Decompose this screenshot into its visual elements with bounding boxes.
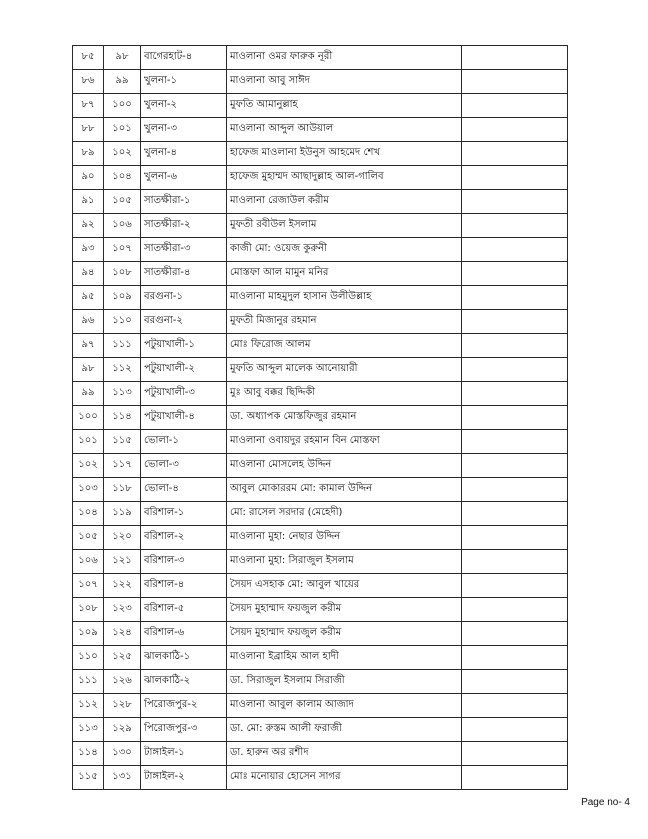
constituency-cell: বরগুনা-২ — [141, 310, 227, 334]
remarks-cell — [462, 766, 568, 790]
table-row — [73, 478, 568, 502]
candidate-name-cell: ডা. সিরাজুল ইসলাম সিরাজী — [227, 670, 462, 694]
serial-cell: ১০৪ — [73, 502, 104, 526]
seat-number-cell: ১২২ — [104, 574, 141, 598]
seat-number-cell: ১০২ — [104, 142, 141, 166]
table-row — [73, 286, 568, 310]
constituency-cell: বরগুনা-১ — [141, 286, 227, 310]
serial-cell: ৯৮ — [73, 358, 104, 382]
serial-cell: ১০৮ — [73, 598, 104, 622]
seat-number-cell: ১৩১ — [104, 766, 141, 790]
serial-cell: ১১৩ — [73, 718, 104, 742]
serial-cell: ৯৫ — [73, 286, 104, 310]
constituency-cell: ভোলা-১ — [141, 430, 227, 454]
candidate-name-cell: মাওলানা ওবায়দুর রহমান বিন মোস্তফা — [227, 430, 462, 454]
constituency-cell: খুলনা-২ — [141, 94, 227, 118]
table-row — [73, 118, 568, 142]
candidate-table-body — [73, 46, 568, 790]
seat-number-cell: ১১৭ — [104, 454, 141, 478]
serial-cell: ৮৫ — [73, 46, 104, 70]
seat-number-cell: ১১৩ — [104, 382, 141, 406]
remarks-cell — [462, 334, 568, 358]
constituency-cell: ভোলা-৩ — [141, 454, 227, 478]
candidate-name-cell: কাজী মো: ওয়েজ কুরুনী — [227, 238, 462, 262]
candidate-name-cell: মাওলানা মুহা: নেছার উদ্দিন — [227, 526, 462, 550]
table-row — [73, 550, 568, 574]
candidate-name-cell: সৈয়দ মুহাম্মাদ ফয়জুল করীম — [227, 622, 462, 646]
constituency-cell: খুলনা-৩ — [141, 118, 227, 142]
table-row — [73, 622, 568, 646]
seat-number-cell: ১২৬ — [104, 670, 141, 694]
serial-cell: ১০৫ — [73, 526, 104, 550]
seat-number-cell: ১১০ — [104, 310, 141, 334]
constituency-cell: পটুয়াখালী-৩ — [141, 382, 227, 406]
table-row — [73, 310, 568, 334]
serial-cell: ৯৭ — [73, 334, 104, 358]
seat-number-cell: ১১৯ — [104, 502, 141, 526]
seat-number-cell: ১০০ — [104, 94, 141, 118]
table-row — [73, 214, 568, 238]
constituency-cell: টাঙ্গাইল-১ — [141, 742, 227, 766]
serial-cell: ১১১ — [73, 670, 104, 694]
seat-number-cell: ১০৭ — [104, 238, 141, 262]
candidate-name-cell: মাওলানা মোসলেহ উদ্দিন — [227, 454, 462, 478]
remarks-cell — [462, 358, 568, 382]
seat-number-cell: ১০৬ — [104, 214, 141, 238]
table-row — [73, 742, 568, 766]
candidate-name-cell: মাওলানা আবুল কালাম আজাদ — [227, 694, 462, 718]
constituency-cell: ঝালকাঠি-২ — [141, 670, 227, 694]
constituency-cell: বরিশাল-৬ — [141, 622, 227, 646]
constituency-cell: সাতক্ষীরা-৩ — [141, 238, 227, 262]
serial-cell: ৯৪ — [73, 262, 104, 286]
seat-number-cell: ১২০ — [104, 526, 141, 550]
constituency-cell: টাঙ্গাইল-২ — [141, 766, 227, 790]
page-number: Page no- 4 — [581, 797, 630, 808]
seat-number-cell: ১২১ — [104, 550, 141, 574]
remarks-cell — [462, 526, 568, 550]
remarks-cell — [462, 166, 568, 190]
candidate-name-cell: মুফতী রবীউল ইসলাম — [227, 214, 462, 238]
seat-number-cell: ১০৯ — [104, 286, 141, 310]
candidate-name-cell: মুঃ আবু বক্কর ছিদ্দিকী — [227, 382, 462, 406]
table-row — [73, 694, 568, 718]
constituency-cell: সাতক্ষীরা-৪ — [141, 262, 227, 286]
constituency-cell: ঝালকাঠি-১ — [141, 646, 227, 670]
candidate-name-cell: মাওলানা ওমর ফারুক নূরী — [227, 46, 462, 70]
table-row — [73, 574, 568, 598]
candidate-name-cell: মুফতি আমানুল্লাহ — [227, 94, 462, 118]
candidate-table — [72, 45, 568, 790]
seat-number-cell: ১০১ — [104, 118, 141, 142]
candidate-name-cell: হাফেজ মাওলানা ইউনুস আহমেদ শেখ — [227, 142, 462, 166]
remarks-cell — [462, 70, 568, 94]
remarks-cell — [462, 286, 568, 310]
seat-number-cell: ১২৫ — [104, 646, 141, 670]
serial-cell: ১০৬ — [73, 550, 104, 574]
candidate-name-cell: মাওলানা রেজাউল করীম — [227, 190, 462, 214]
table-row — [73, 766, 568, 790]
table-row — [73, 94, 568, 118]
constituency-cell: খুলনা-৬ — [141, 166, 227, 190]
table-row — [73, 358, 568, 382]
seat-number-cell: ১১২ — [104, 358, 141, 382]
serial-cell: ১১০ — [73, 646, 104, 670]
serial-cell: ৯৩ — [73, 238, 104, 262]
table-row — [73, 46, 568, 70]
constituency-cell: বাগেরহাট-৪ — [141, 46, 227, 70]
seat-number-cell: ১২৪ — [104, 622, 141, 646]
remarks-cell — [462, 454, 568, 478]
seat-number-cell: ১২৩ — [104, 598, 141, 622]
candidate-name-cell: হাফেজ মুহাম্মদ আছাদুল্লাহ আল-গালিব — [227, 166, 462, 190]
remarks-cell — [462, 718, 568, 742]
remarks-cell — [462, 550, 568, 574]
remarks-cell — [462, 214, 568, 238]
constituency-cell: বরিশাল-২ — [141, 526, 227, 550]
table-row — [73, 142, 568, 166]
candidate-name-cell: মুফতি আব্দুল মালেক আনোয়ারী — [227, 358, 462, 382]
constituency-cell: পটুয়াখালী-২ — [141, 358, 227, 382]
seat-number-cell: ১০৫ — [104, 190, 141, 214]
remarks-cell — [462, 622, 568, 646]
table-row — [73, 718, 568, 742]
remarks-cell — [462, 406, 568, 430]
serial-cell: ১০৯ — [73, 622, 104, 646]
remarks-cell — [462, 670, 568, 694]
serial-cell: ৯৬ — [73, 310, 104, 334]
remarks-cell — [462, 238, 568, 262]
remarks-cell — [462, 382, 568, 406]
constituency-cell: সাতক্ষীরা-২ — [141, 214, 227, 238]
constituency-cell: পটুয়াখালী-১ — [141, 334, 227, 358]
candidate-name-cell: সৈয়দ মুহাম্মাদ ফয়জুল করীম — [227, 598, 462, 622]
candidate-name-cell: মাওলানা ইব্রাহিম আল হাদী — [227, 646, 462, 670]
candidate-name-cell: মোঃ ফিরোজ আলম — [227, 334, 462, 358]
table-row — [73, 646, 568, 670]
table-row — [73, 382, 568, 406]
candidate-name-cell: ডা. অধ্যাপক মোস্তফিজুর রহমান — [227, 406, 462, 430]
constituency-cell: সাতক্ষীরা-১ — [141, 190, 227, 214]
table-row — [73, 190, 568, 214]
seat-number-cell: ১০৮ — [104, 262, 141, 286]
constituency-cell: খুলনা-১ — [141, 70, 227, 94]
table-row — [73, 262, 568, 286]
remarks-cell — [462, 262, 568, 286]
candidate-name-cell: মাওলানা মাহমুদুল হাসান উলীউল্লাহ — [227, 286, 462, 310]
serial-cell: ৮৮ — [73, 118, 104, 142]
remarks-cell — [462, 574, 568, 598]
table-row — [73, 334, 568, 358]
remarks-cell — [462, 94, 568, 118]
serial-cell: ১০১ — [73, 430, 104, 454]
candidate-name-cell: মাওলানা আব্দুল আউয়াল — [227, 118, 462, 142]
constituency-cell: বরিশাল-৫ — [141, 598, 227, 622]
serial-cell: ৮৭ — [73, 94, 104, 118]
candidate-name-cell: মোঃ মনোয়ার হোসেন সাগর — [227, 766, 462, 790]
serial-cell: ৯২ — [73, 214, 104, 238]
candidate-name-cell: সৈয়দ এসহাক মো: আবুল খায়ের — [227, 574, 462, 598]
constituency-cell: পিরোজপুর-৩ — [141, 718, 227, 742]
table-row — [73, 598, 568, 622]
serial-cell: ৮৯ — [73, 142, 104, 166]
table-row — [73, 238, 568, 262]
constituency-cell: বরিশাল-৩ — [141, 550, 227, 574]
remarks-cell — [462, 142, 568, 166]
remarks-cell — [462, 694, 568, 718]
constituency-cell: ভোলা-৪ — [141, 478, 227, 502]
constituency-cell: খুলনা-৪ — [141, 142, 227, 166]
seat-number-cell: ১০৪ — [104, 166, 141, 190]
remarks-cell — [462, 430, 568, 454]
seat-number-cell: ১২৯ — [104, 718, 141, 742]
remarks-cell — [462, 190, 568, 214]
remarks-cell — [462, 502, 568, 526]
candidate-name-cell: ডা. মো: রুস্তম আলী ফরাজী — [227, 718, 462, 742]
constituency-cell: বরিশাল-১ — [141, 502, 227, 526]
constituency-cell: পটুয়াখালী-৪ — [141, 406, 227, 430]
candidate-name-cell: আবুল মোকাররম মো: কামাল উদ্দিন — [227, 478, 462, 502]
candidate-name-cell: মাওলানা আবু সাঈদ — [227, 70, 462, 94]
table-row — [73, 70, 568, 94]
remarks-cell — [462, 310, 568, 334]
serial-cell: ১০৭ — [73, 574, 104, 598]
candidate-name-cell: মোস্তফা আল মামুন মনির — [227, 262, 462, 286]
candidate-name-cell: মো: রাসেল সরদার (মেহেদী) — [227, 502, 462, 526]
constituency-cell: বরিশাল-৪ — [141, 574, 227, 598]
serial-cell: ১০৩ — [73, 478, 104, 502]
serial-cell: ৮৬ — [73, 70, 104, 94]
candidate-name-cell: মাওলানা মুহা: সিরাজুল ইসলাম — [227, 550, 462, 574]
candidate-name-cell: মুফতী মিজানুর রহমান — [227, 310, 462, 334]
table-row — [73, 670, 568, 694]
candidate-table-container — [72, 45, 568, 790]
serial-cell: ১১২ — [73, 694, 104, 718]
seat-number-cell: ১৩০ — [104, 742, 141, 766]
seat-number-cell: ১১৫ — [104, 430, 141, 454]
candidate-name-cell: ডা. হারুন অর রশীদ — [227, 742, 462, 766]
serial-cell: ৯৯ — [73, 382, 104, 406]
table-row — [73, 430, 568, 454]
table-row — [73, 406, 568, 430]
remarks-cell — [462, 646, 568, 670]
remarks-cell — [462, 598, 568, 622]
serial-cell: ১১৫ — [73, 766, 104, 790]
remarks-cell — [462, 118, 568, 142]
seat-number-cell: ১১৪ — [104, 406, 141, 430]
table-row — [73, 166, 568, 190]
serial-cell: ১১৪ — [73, 742, 104, 766]
serial-cell: ১০২ — [73, 454, 104, 478]
table-row — [73, 502, 568, 526]
seat-number-cell: ১২৮ — [104, 694, 141, 718]
remarks-cell — [462, 46, 568, 70]
serial-cell: ৯১ — [73, 190, 104, 214]
serial-cell: ১০০ — [73, 406, 104, 430]
table-row — [73, 526, 568, 550]
seat-number-cell: ১১৮ — [104, 478, 141, 502]
table-row — [73, 454, 568, 478]
remarks-cell — [462, 478, 568, 502]
constituency-cell: পিরোজপুর-২ — [141, 694, 227, 718]
seat-number-cell: ৯৮ — [104, 46, 141, 70]
seat-number-cell: ১১১ — [104, 334, 141, 358]
remarks-cell — [462, 742, 568, 766]
serial-cell: ৯০ — [73, 166, 104, 190]
seat-number-cell: ৯৯ — [104, 70, 141, 94]
